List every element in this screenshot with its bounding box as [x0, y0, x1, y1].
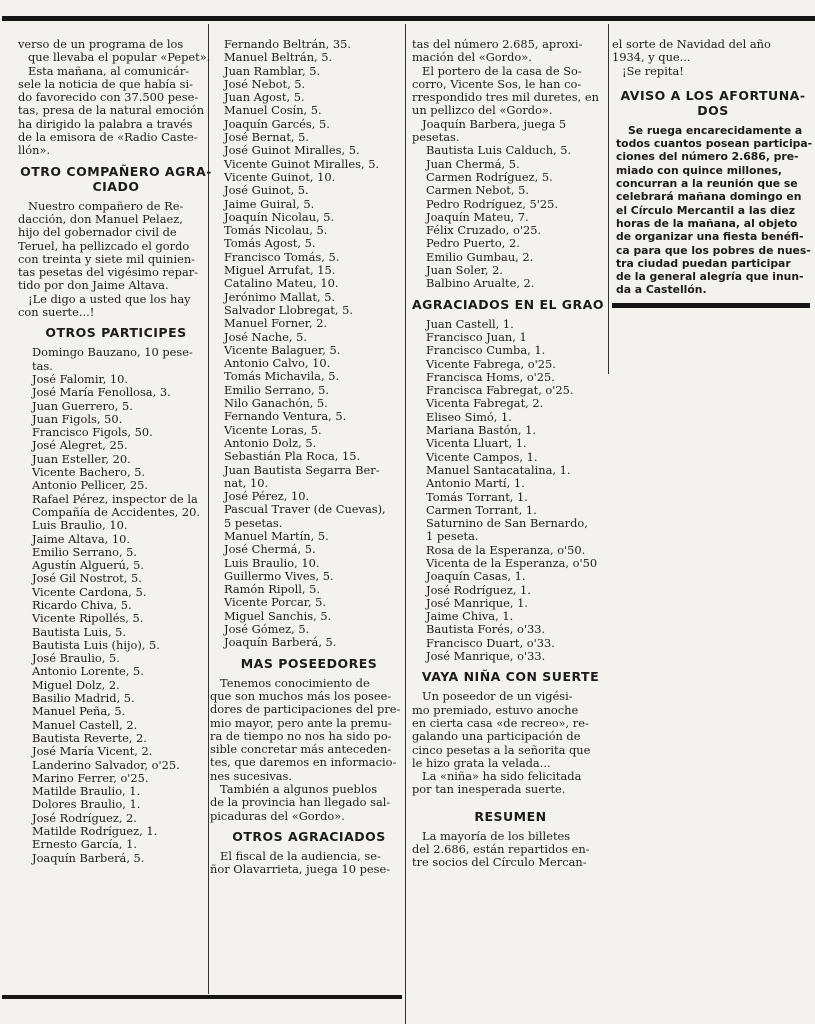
text-line: hijo del gobernador civil de [18, 225, 177, 240]
list-item: Ramón Ripoll, 5. [224, 582, 321, 597]
list-item: Ricardo Chiva, 5. [32, 597, 132, 612]
list-item: Vicente Porcar, 5. [224, 595, 327, 610]
text-line: corro, Vicente Sos, le han co- [412, 76, 582, 91]
col1-body [18, 200, 214, 320]
text-line: El fiscal de la audiencia, se- [220, 848, 381, 863]
list-item: José Braulio, 5. [32, 651, 120, 666]
top-rule [2, 16, 815, 21]
text-line: rrespondido tres mil duretes, en [412, 90, 599, 105]
list-item: Manuel Martín, 5. [224, 528, 329, 543]
list-item: Guillermo Vives, 5. [224, 568, 334, 583]
list-item: Bautista Reverte, 2. [32, 730, 147, 745]
text-line: dores de participaciones del pre- [210, 702, 401, 717]
text-line: do favorecido con 37.500 pese- [18, 90, 199, 105]
list-item: Vicenta de la Esperanza, o'50 [426, 555, 598, 570]
list-item: Matilde Rodríguez, 1. [32, 824, 158, 839]
list-item: Francisca Fabregat, o'25. [426, 383, 574, 398]
list-item: Carmen Nebot, 5. [426, 183, 529, 198]
text-line: La mayoría de los billetes [422, 828, 571, 843]
heading-agraciados-grao: AGRACIADOS EN EL GRAO [412, 296, 604, 312]
list-item: Joaquín Casas, 1. [426, 569, 526, 584]
list-item: Bautista Luis (hijo), 5. [32, 637, 160, 652]
text-line: ¡Le digo a usted que los hay [28, 291, 191, 306]
heading-resumen: RESUMEN [474, 808, 547, 824]
text-line: tido por don Jaime Altava. [18, 278, 169, 293]
text-line: dacción, don Manuel Pelaez, [18, 211, 183, 226]
list-item: Miguel Sanchis, 5. [224, 608, 332, 623]
list-item: Vicente Guinot, 10. [224, 169, 336, 184]
text-line: ñor Olavarrieta, juega 10 pese- [210, 862, 391, 877]
text-line: del 2.686, están repartidos en- [412, 842, 590, 857]
participant-list [412, 144, 609, 290]
list-item: Pascual Traver (de Cuevas), [224, 502, 386, 517]
list-item: Vicenta Fabregat, 2. [426, 396, 544, 411]
list-item: Juan Guerrero, 5. [32, 398, 133, 413]
list-item: Francisco Cumba, 1. [426, 343, 546, 358]
list-item: Sebastián Pla Roca, 15. [224, 449, 361, 464]
text-line: mio mayor, pero ante la premu- [210, 715, 392, 730]
list-item: Saturnino de San Bernardo, [426, 516, 588, 531]
list-item: José Rodríguez, 2. [32, 810, 137, 825]
text-line: con suerte...! [18, 305, 95, 320]
list-item: José Chermá, 5. [224, 542, 316, 557]
list-item: Basilio Madrid, 5. [32, 691, 135, 706]
list-item: Mariana Bastón, 1. [426, 423, 536, 438]
list-item: Tomás Agost, 5. [224, 236, 316, 251]
list-item: 5 pesetas. [224, 515, 283, 530]
list-item: Vicente Loras, 5. [224, 422, 322, 437]
list-item: 1 peseta. [426, 529, 479, 544]
list-item: Francisco Figols, 50. [32, 425, 153, 440]
list-item: Juan Soler, 2. [426, 263, 503, 278]
text-line: tas pesetas del vigésimo repar- [18, 265, 199, 280]
text-line: tre socios del Círculo Mercan- [412, 855, 587, 870]
list-item: Rosa de la Esperanza, o'50. [426, 542, 586, 557]
list-item: Joaquín Barberá, 5. [224, 635, 337, 650]
text-line: ¡Se repita! [622, 63, 684, 78]
notice-bottom-rule [612, 303, 810, 308]
list-item: Manuel Santacatalina, 1. [426, 462, 571, 477]
list-item: Félix Cruzado, o'25. [426, 223, 542, 238]
list-item: José María Fenollosa, 3. [32, 385, 171, 400]
text-line: llón». [18, 143, 51, 158]
list-item: Vicente Campos, 1. [426, 449, 538, 464]
list-item: Antonio Pellicer, 25. [32, 478, 148, 493]
text-line: nes sucesivas. [210, 768, 293, 783]
text-line: horas de la mañana, al objeto [616, 216, 798, 230]
list-item: José Bernat, 5. [224, 130, 310, 145]
list-item: Bautista Forés, o'33. [426, 622, 546, 637]
participant-list [412, 318, 609, 664]
text-line: tas del número 2.685, aproxi- [412, 38, 583, 51]
list-item: Bautista Luis Calduch, 5. [426, 143, 572, 158]
notice-body [612, 124, 814, 297]
list-item: Vicente Guinot Miralles, 5. [224, 156, 380, 171]
list-item: Francisco Duart, o'33. [426, 635, 555, 650]
participant-list [210, 38, 408, 650]
list-item: Juan Agost, 5. [224, 90, 305, 105]
text-line: ca para que los pobres de nues- [616, 243, 811, 257]
text-line: También a algunos pueblos [220, 782, 378, 797]
list-item: Antonio Lorente, 5. [32, 664, 144, 679]
list-item: José Alegret, 25. [32, 438, 128, 453]
text-line: ciones del número 2.686, pre- [616, 150, 799, 164]
list-item: Tomás Torrant, 1. [426, 489, 528, 504]
text-line: mación del «Gordo». [412, 50, 532, 65]
heading-otros-participes: OTROS PARTICIPES [45, 325, 187, 341]
heading-vaya-nina: VAYA NIÑA CON SUERTE [421, 669, 600, 685]
list-item: Fernando Beltrán, 35. [224, 38, 351, 51]
column-3 [412, 38, 609, 870]
heading-otro-companero: OTRO COMPAÑERO AGRA- CIADO [20, 163, 212, 194]
column-4 [612, 38, 814, 308]
text-line: Se ruega encarecidamente a [628, 123, 803, 137]
heading-mas-poseedores: MAS POSEEDORES [240, 655, 378, 671]
text-line: tes, que daremos en informacio- [210, 755, 397, 770]
list-item: Antonio Dolz, 5. [224, 435, 317, 450]
list-item: Carmen Rodríguez, 5. [426, 169, 553, 184]
list-item: Fernando Ventura, 5. [224, 409, 347, 424]
text-line: tas, presa de la natural emoción [18, 103, 205, 118]
list-item: Carmen Torrant, 1. [426, 502, 537, 517]
text-line: Teruel, ha pellizcado el gordo [18, 238, 190, 253]
text-line: el sorte de Navidad del año [612, 38, 771, 51]
list-item: Vicente Fabrega, o'25. [426, 356, 556, 371]
text-line: de la emisora de «Radio Caste- [18, 130, 198, 145]
list-item: Joaquín Nicolau, 5. [224, 209, 335, 224]
list-item: Balbino Arualte, 2. [426, 276, 535, 291]
list-item: Emilio Gumbau, 2. [426, 249, 534, 264]
list-item: José Manrique, o'33. [426, 649, 546, 664]
list-item: José Rodríguez, 1. [426, 582, 531, 597]
list-item: Joaquín Garcés, 5. [224, 116, 330, 131]
list-item: Francisca Homs, o'25. [426, 369, 555, 384]
text-line: galando una participación de [412, 729, 581, 744]
text-line: todos cuantos posean participa- [616, 137, 813, 151]
text-line: picaduras del «Gordo». [210, 808, 345, 823]
text-line: que llevaba el popular «Pepet». [28, 50, 211, 65]
text-line: un pellizco del «Gordo». [412, 103, 553, 118]
text-line: de la provincia han llegado sal- [210, 795, 391, 810]
list-item: Eliseo Simó, 1. [426, 409, 512, 424]
list-item: José María Vicent, 2. [32, 744, 153, 759]
column-1 [18, 38, 214, 865]
list-item: José Manrique, 1. [426, 595, 528, 610]
text-line: ha dirigido la palabra a través [18, 116, 193, 131]
list-item: José Gil Nostrot, 5. [32, 571, 142, 586]
text-line: por tan inesperada suerte. [412, 782, 566, 797]
list-item: Manuel Cosín, 5. [224, 103, 322, 118]
list-item: Juan Castell, 1. [426, 316, 514, 331]
text-line: da a Castellón. [616, 283, 707, 297]
list-item: Francisco Tomás, 5. [224, 249, 340, 264]
list-item: Matilde Braulio, 1. [32, 784, 141, 799]
list-item: Joaquín Barberá, 5. [32, 850, 145, 865]
list-item: Juan Bautista Segarra Ber- [224, 462, 380, 477]
list-item: Juan Esteller, 20. [32, 451, 131, 466]
list-item: Nilo Ganachón, 5. [224, 396, 328, 411]
text-line: La «niña» ha sido felicitada [422, 769, 582, 784]
list-item: Manuel Forner, 2. [224, 316, 328, 331]
heading-otros-agraciados: OTROS AGRACIADOS [232, 828, 386, 844]
list-item: Luis Braulio, 10. [32, 518, 128, 533]
text-line: Tenemos conocimiento de [220, 675, 370, 690]
col1-intro [18, 38, 214, 158]
text-line: verso de un programa de los [18, 38, 184, 51]
list-item: Vicente Balaguer, 5. [224, 342, 341, 357]
text-line: mo premiado, estuvo anoche [412, 702, 579, 717]
text-line: de la general alegría que inun- [616, 270, 804, 284]
list-item: Jaime Chiva, 1. [426, 609, 514, 624]
text-line: con treinta y siete mil quinien- [18, 251, 196, 266]
list-item: Jaime Guiral, 5. [224, 196, 315, 211]
list-item: Catalino Mateu, 10. [224, 276, 339, 291]
list-item: Vicente Bachero, 5. [32, 465, 146, 480]
text-line: pesetas. [412, 130, 460, 145]
participant-list [18, 346, 214, 865]
list-item: Vicenta Lluart, 1. [426, 436, 527, 451]
col2-body [210, 677, 408, 823]
list-item: Marino Ferrer, o'25. [32, 770, 149, 785]
text-line: sible concretar más anteceden- [210, 742, 392, 757]
list-item: Miguel Dolz, 2. [32, 677, 120, 692]
list-item: Juan Ramblar, 5. [224, 63, 321, 78]
list-item: Ernesto García, 1. [32, 837, 137, 852]
list-item: Jaime Altava, 10. [32, 531, 130, 546]
text-line: El portero de la casa de So- [422, 63, 582, 78]
list-item: Bautista Luis, 5. [32, 624, 127, 639]
text-line: celebrará mañana domingo en [616, 190, 802, 204]
list-item: Agustín Alguerú, 5. [32, 558, 145, 573]
list-item: Dolores Braulio, 1. [32, 797, 141, 812]
list-item: José Guinot Miralles, 5. [224, 143, 360, 158]
list-item: Manuel Castell, 2. [32, 717, 138, 732]
list-item: Juan Figols, 50. [32, 411, 123, 426]
list-item: José Falomir, 10. [32, 371, 129, 386]
text-line: que son muchos más los posee- [210, 688, 392, 703]
list-item: José Gómez, 5. [224, 622, 310, 637]
list-item: Miguel Arrufat, 15. [224, 263, 336, 278]
list-item: Pedro Rodríguez, 5'25. [426, 196, 559, 211]
heading-aviso: AVISO A LOS AFORTUNA- DOS [620, 87, 806, 118]
text-line: 1934, y que... [612, 50, 691, 65]
list-item: Vicente Ripollés, 5. [32, 611, 144, 626]
text-line: Un poseedor de un vigési- [422, 689, 573, 704]
list-item: Pedro Puerto, 2. [426, 236, 520, 251]
list-item: Francisco Juan, 1 [426, 329, 527, 344]
list-item: José Pérez, 10. [224, 489, 310, 504]
text-line: de organizar una fiesta benéfi- [616, 230, 804, 244]
list-item: Antonio Calvo, 10. [224, 356, 331, 371]
list-item: Tomás Nicolau, 5. [224, 223, 328, 238]
list-item: Domingo Bauzano, 10 pese- [32, 345, 193, 360]
list-item: José Guinot, 5. [224, 183, 309, 198]
text-line: Nuestro compañero de Re- [28, 198, 184, 213]
bottom-rule [2, 995, 402, 999]
list-item: Salvador Llobregat, 5. [224, 302, 353, 317]
list-item: Antonio Martí, 1. [426, 476, 525, 491]
text-line: tra ciudad puedan participar [616, 256, 791, 270]
list-item: nat, 10. [224, 475, 269, 490]
list-item: Luis Braulio, 10. [224, 555, 320, 570]
list-item: Juan Chermá, 5. [426, 156, 520, 171]
text-line: el Círculo Mercantil a las diez [616, 203, 796, 217]
list-item: José Nache, 5. [224, 329, 307, 344]
list-item: José Nebot, 5. [224, 76, 306, 91]
list-item: Manuel Beltrán, 5. [224, 50, 333, 65]
list-item: Vicente Cardona, 5. [32, 584, 147, 599]
list-item: Compañía de Accidentes, 20. [32, 504, 201, 519]
text-line: Joaquín Barbera, juega 5 [422, 116, 567, 131]
list-item: Emilio Serrano, 5. [32, 544, 138, 559]
list-item: Manuel Peña, 5. [32, 704, 126, 719]
list-item: Joaquín Mateu, 7. [426, 209, 529, 224]
text-line: cinco pesetas a la señorita que [412, 742, 591, 757]
text-line: Esta mañana, al comunicár- [28, 63, 190, 78]
list-item: Rafael Pérez, inspector de la [32, 491, 198, 506]
list-item: Jerónimo Mallat, 5. [224, 289, 336, 304]
text-line: miado con quince millones, [616, 163, 782, 177]
list-item: Tomás Michavila, 5. [224, 369, 340, 384]
text-line: concurran a la reunión que se [616, 177, 798, 191]
list-item: Emilio Serrano, 5. [224, 382, 330, 397]
text-line: le hizo grata la velada... [412, 755, 551, 770]
list-item: tas. [32, 358, 53, 373]
column-2 [210, 38, 408, 877]
list-item: Landerino Salvador, o'25. [32, 757, 180, 772]
text-line: ra de tiempo no nos ha sido po- [210, 728, 392, 743]
text-line: en cierta casa «de recreo», re- [412, 715, 589, 730]
text-line: sele la noticia de que había si- [18, 76, 193, 91]
